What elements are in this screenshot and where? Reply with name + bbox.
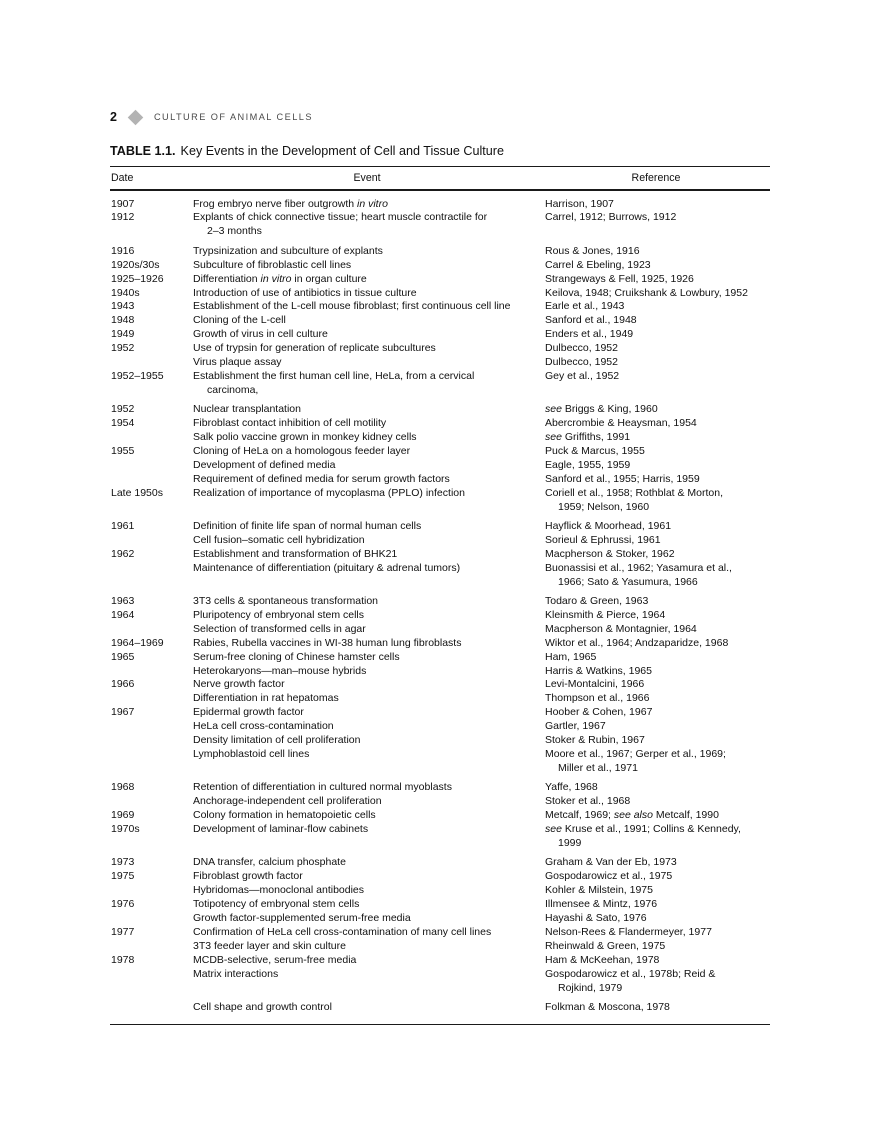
cell-event: Totipotency of embryonal stem cells: [193, 898, 360, 911]
table-row: [110, 300, 770, 314]
table-row: [110, 734, 770, 748]
table-row: [110, 287, 770, 301]
cell-event: Growth factor-supplemented serum-free media: [193, 911, 411, 924]
cell-event: Frog embryo nerve fiber outgrowth in vitro: [193, 197, 388, 210]
cell-event: Fibroblast growth factor: [193, 870, 303, 883]
column-header-date: Date: [111, 172, 134, 185]
cell-reference: Todaro & Green, 1963: [545, 595, 649, 608]
table-row: [110, 431, 770, 445]
cell-date: 1912: [111, 211, 135, 224]
table-row: [110, 595, 770, 609]
cell-date: 1949: [111, 328, 135, 341]
cell-reference: see Griffiths, 1991: [545, 431, 631, 444]
table-row: [110, 487, 770, 515]
table-row: [110, 328, 770, 342]
column-header-reference: Reference: [631, 172, 681, 185]
cell-reference: Sanford et al., 1955; Harris, 1959: [545, 472, 700, 485]
cell-reference: Kleinsmith & Pierce, 1964: [545, 608, 666, 621]
cell-reference: Thompson et al., 1966: [545, 692, 650, 705]
cell-event: 3T3 feeder layer and skin culture: [193, 939, 346, 952]
running-head: [110, 108, 313, 126]
table-row: [110, 1001, 770, 1015]
cell-reference: Sanford et al., 1948: [545, 314, 637, 327]
cell-reference: Hayashi & Sato, 1976: [545, 911, 647, 924]
table-row: [110, 706, 770, 720]
table-row: [110, 870, 770, 884]
table-row: [110, 445, 770, 459]
column-header-event: Event: [353, 172, 381, 185]
cell-reference: Dulbecco, 1952: [545, 342, 618, 355]
cell-reference: Harrison, 1907: [545, 197, 614, 210]
table-row: [110, 473, 770, 487]
cell-date: 1963: [111, 595, 135, 608]
cell-reference: Levi-Montalcini, 1966: [545, 678, 645, 691]
table-row: [110, 912, 770, 926]
table-row: [110, 823, 770, 851]
cell-reference: Carrel, 1912; Burrows, 1912: [545, 211, 677, 224]
cell-reference: Strangeways & Fell, 1925, 1926: [545, 272, 694, 285]
table-caption: [110, 144, 504, 158]
cell-event: Use of trypsin for generation of replicate subcultures: [193, 342, 436, 355]
table-row: [110, 926, 770, 940]
cell-event: Differentiation in rat hepatomas: [193, 692, 339, 705]
cell-event: Density limitation of cell proliferation: [193, 734, 361, 747]
cell-event: Nerve growth factor: [193, 678, 285, 691]
cell-event: Development of defined media: [193, 458, 336, 471]
table-row: [110, 342, 770, 356]
cell-event: MCDB-selective, serum-free media: [193, 953, 357, 966]
cell-event: Definition of finite life span of normal human cells: [193, 520, 422, 533]
cell-event: Colony formation in hematopoietic cells: [193, 809, 376, 822]
table-row: [110, 211, 770, 239]
table-row: [110, 459, 770, 473]
cell-event: Development of laminar-flow cabinets: [193, 823, 369, 836]
cell-event: Establishment of the L-cell mouse fibroblast; first continuous cell line: [193, 300, 511, 313]
cell-reference: Macpherson & Montagnier, 1964: [545, 622, 697, 635]
cell-reference: Dulbecco, 1952: [545, 356, 618, 369]
cell-reference: Eagle, 1955, 1959: [545, 458, 631, 471]
cell-date: 1973: [111, 856, 135, 869]
cell-date: 1968: [111, 781, 135, 794]
cell-reference: Abercrombie & Heaysman, 1954: [545, 417, 697, 430]
table-row: [110, 403, 770, 417]
table-body: [110, 191, 770, 1024]
cell-event: Cloning of the L-cell: [193, 314, 286, 327]
cell-reference: Illmensee & Mintz, 1976: [545, 898, 658, 911]
cell-event: Retention of differentiation in cultured normal myoblasts: [193, 781, 452, 794]
cell-reference: Nelson-Rees & Flandermeyer, 1977: [545, 925, 712, 938]
cell-event: Epidermal growth factor: [193, 706, 304, 719]
cell-reference: Macpherson & Stoker, 1962: [545, 547, 675, 560]
table-row: [110, 678, 770, 692]
cell-event: Lymphoblastoid cell lines: [193, 748, 310, 761]
key-events-table: [110, 166, 770, 1025]
cell-date: 1967: [111, 706, 135, 719]
cell-event: Realization of importance of mycoplasma (PPLO) infection: [193, 486, 465, 499]
cell-date: 1970s: [111, 823, 140, 836]
cell-reference: Hayflick & Moorhead, 1961: [545, 520, 672, 533]
cell-reference: Rous & Jones, 1916: [545, 244, 640, 257]
cell-reference: Gospodarowicz et al., 1978b; Reid & Rojkind, 1979: [545, 967, 716, 994]
cell-reference: Carrel & Ebeling, 1923: [545, 258, 651, 271]
cell-date: 1961: [111, 520, 135, 533]
cell-event: Growth of virus in cell culture: [193, 328, 328, 341]
table-row: [110, 609, 770, 623]
cell-reference: Yaffe, 1968: [545, 781, 598, 794]
cell-event: Maintenance of differentiation (pituitary & adrenal tumors): [193, 561, 461, 574]
table-row: [110, 356, 770, 370]
cell-date: 1943: [111, 300, 135, 313]
cell-date: 1916: [111, 244, 135, 257]
cell-reference: Coriell et al., 1958; Rothblat & Morton, 1959; Nelson, 1960: [545, 486, 724, 513]
table-row: [110, 259, 770, 273]
table-row: [110, 198, 770, 212]
cell-reference: Sorieul & Ephrussi, 1961: [545, 533, 661, 546]
cell-event: Anchorage-independent cell proliferation: [193, 795, 382, 808]
cell-date: 1976: [111, 898, 135, 911]
table-row: [110, 520, 770, 534]
table-row: [110, 781, 770, 795]
table-row: [110, 692, 770, 706]
cell-date: 1977: [111, 925, 135, 938]
cell-reference: Gospodarowicz et al., 1975: [545, 870, 673, 883]
cell-reference: Gey et al., 1952: [545, 369, 620, 382]
cell-reference: Earle et al., 1943: [545, 300, 625, 313]
cell-date: 1978: [111, 953, 135, 966]
cell-event: Nuclear transplantation: [193, 403, 301, 416]
cell-reference: Graham & Van der Eb, 1973: [545, 856, 677, 869]
cell-date: 1964: [111, 608, 135, 621]
table-row: [110, 273, 770, 287]
cell-date: 1966: [111, 678, 135, 691]
table-row: [110, 884, 770, 898]
cell-date: 1964–1969: [111, 636, 164, 649]
cell-event: Establishment the first human cell line, HeLa, from a cervical carcinoma,: [193, 369, 475, 396]
cell-date: 1975: [111, 870, 135, 883]
cell-event: Rabies, Rubella vaccines in WI-38 human lung fibroblasts: [193, 636, 462, 649]
cell-reference: Enders et al., 1949: [545, 328, 634, 341]
cell-date: Late 1950s: [111, 486, 163, 499]
table-row: [110, 665, 770, 679]
cell-reference: Kohler & Milstein, 1975: [545, 884, 653, 897]
table-row: [110, 245, 770, 259]
cell-date: 1954: [111, 417, 135, 430]
cell-event: Establishment and transformation of BHK21: [193, 547, 398, 560]
cell-event: 3T3 cells & spontaneous transformation: [193, 595, 379, 608]
table-row: [110, 417, 770, 431]
table-row: [110, 954, 770, 968]
cell-event: Hybridomas—monoclonal antibodies: [193, 884, 365, 897]
cell-reference: Buonassisi et al., 1962; Yasamura et al., 1966; Sato & Yasumura, 1966: [545, 561, 732, 588]
running-head-title: CULTURE OF ANIMAL CELLS: [153, 112, 313, 122]
cell-event: Trypsinization and subculture of explants: [193, 244, 383, 257]
cell-event: Pluripotency of embryonal stem cells: [193, 608, 364, 621]
cell-date: 1955: [111, 444, 135, 457]
cell-reference: Stoker et al., 1968: [545, 795, 631, 808]
cell-reference: Wiktor et al., 1964; Andzaparidze, 1968: [545, 636, 729, 649]
cell-reference: Stoker & Rubin, 1967: [545, 734, 645, 747]
cell-date: 1952: [111, 342, 135, 355]
cell-event: Differentiation in vitro in organ culture: [193, 272, 367, 285]
cell-reference: Folkman & Moscona, 1978: [545, 1000, 670, 1013]
cell-date: 1925–1926: [111, 272, 164, 285]
page-number: 2: [110, 110, 117, 124]
cell-reference: Moore et al., 1967; Gerper et al., 1969; Miller et al., 1971: [545, 748, 726, 774]
cell-event: Cell shape and growth control: [193, 1000, 332, 1013]
cell-event: Requirement of defined media for serum growth factors: [193, 472, 450, 485]
cell-event: Explants of chick connective tissue; heart muscle contractile for 2–3 months: [193, 211, 488, 238]
cell-reference: Gartler, 1967: [545, 720, 606, 733]
table-row: [110, 623, 770, 637]
cell-reference: Hoober & Cohen, 1967: [545, 706, 653, 719]
table-row: [110, 968, 770, 996]
table-bottom-rule: [110, 1024, 770, 1025]
cell-event: Cloning of HeLa on a homologous feeder layer: [193, 444, 411, 457]
cell-event: Cell fusion–somatic cell hybridization: [193, 533, 365, 546]
cell-date: 1907: [111, 197, 135, 210]
table-row: [110, 856, 770, 870]
cell-reference: Harris & Watkins, 1965: [545, 664, 652, 677]
cell-reference: Ham & McKeehan, 1978: [545, 953, 660, 966]
cell-reference: see Kruse et al., 1991; Collins & Kennedy, 1999: [545, 823, 741, 849]
cell-event: DNA transfer, calcium phosphate: [193, 856, 346, 869]
diamond-ornament-icon: [128, 109, 144, 125]
table-caption-label: TABLE 1.1.: [110, 144, 176, 158]
table-row: [110, 548, 770, 562]
cell-event: Heterokaryons—man–mouse hybrids: [193, 664, 367, 677]
table-caption-text: Key Events in the Development of Cell and Tissue Culture: [180, 144, 504, 158]
cell-reference: Ham, 1965: [545, 650, 597, 663]
table-row: [110, 795, 770, 809]
cell-reference: Rheinwald & Green, 1975: [545, 939, 666, 952]
cell-date: 1969: [111, 809, 135, 822]
cell-event: Confirmation of HeLa cell cross-contamination of many cell lines: [193, 925, 492, 938]
cell-reference: Puck & Marcus, 1955: [545, 444, 645, 457]
table-row: [110, 637, 770, 651]
cell-date: 1920s/30s: [111, 258, 160, 271]
table-row: [110, 651, 770, 665]
table-row: [110, 720, 770, 734]
cell-event: HeLa cell cross-contamination: [193, 720, 334, 733]
cell-event: Introduction of use of antibiotics in tissue culture: [193, 286, 417, 299]
cell-date: 1952: [111, 403, 135, 416]
table-row: [110, 898, 770, 912]
table-row: [110, 809, 770, 823]
cell-date: 1962: [111, 547, 135, 560]
cell-event: Virus plaque assay: [193, 356, 282, 369]
cell-event: Salk polio vaccine grown in monkey kidney cells: [193, 431, 417, 444]
table-row: [110, 940, 770, 954]
cell-event: Serum-free cloning of Chinese hamster cells: [193, 650, 400, 663]
table-row: [110, 534, 770, 548]
table-header-row: [110, 167, 770, 189]
cell-reference: Keilova, 1948; Cruikshank & Lowbury, 1952: [545, 286, 748, 299]
cell-reference: see Briggs & King, 1960: [545, 403, 658, 416]
table-row: [110, 314, 770, 328]
cell-event: Subculture of fibroblastic cell lines: [193, 258, 352, 271]
table-row: [110, 370, 770, 398]
cell-event: Matrix interactions: [193, 967, 279, 980]
table-row: [110, 748, 770, 776]
table-row: [110, 562, 770, 590]
cell-date: 1952–1955: [111, 369, 164, 382]
cell-reference: Metcalf, 1969; see also Metcalf, 1990: [545, 809, 719, 822]
cell-event: Fibroblast contact inhibition of cell motility: [193, 417, 387, 430]
cell-event: Selection of transformed cells in agar: [193, 622, 366, 635]
cell-date: 1940s: [111, 286, 140, 299]
cell-date: 1965: [111, 650, 135, 663]
cell-date: 1948: [111, 314, 135, 327]
